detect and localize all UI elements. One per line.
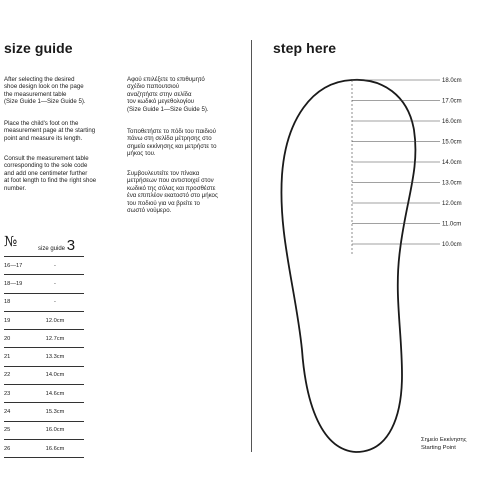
ruler-label: 15.0cm [442, 139, 462, 146]
size-cell: 18—19 [4, 275, 26, 293]
length-cell: 12.0cm [26, 311, 84, 329]
footprint-measurement [252, 60, 492, 470]
table-row [4, 439, 84, 457]
table-row [4, 421, 84, 439]
length-cell: 14.0cm [26, 366, 84, 384]
table-row [4, 366, 84, 384]
table-guide-header [38, 237, 75, 254]
length-cell: 13.3cm [26, 348, 84, 366]
ruler-label: 16.0cm [442, 119, 462, 125]
instructions-el-3: Συμβουλευτείτε τον πίνακα μετρήσεων που αντιστοιχεί στον κωδικό της σόλας και προσθέστε ένα επιπλέον εκατοστό στο μήκος του ποδιού για να βρείτε το σωστό νούμερο. [127, 170, 218, 215]
step-here-title: step here [273, 40, 337, 56]
instructions-el-2: Τοποθετήστε το πόδι του παιδιού πάνω στη σελίδα μέτρησης στο σημείο εκκίνησης και μετρήστε το μήκος του. [127, 128, 217, 158]
size-cell: 16—17 [4, 257, 26, 275]
table-row [4, 257, 84, 275]
table-row [4, 293, 84, 311]
length-cell: 16.6cm [26, 439, 84, 457]
ruler-ticks [352, 80, 440, 244]
length-cell: 14.6cm [26, 385, 84, 403]
ruler-label: 10.0cm [442, 242, 462, 248]
size-cell: 19 [4, 311, 26, 329]
length-cell: - [26, 257, 84, 275]
length-cell: 16.0cm [26, 421, 84, 439]
size-table [4, 257, 84, 458]
size-cell: 26 [4, 439, 26, 457]
size-cell: 25 [4, 421, 26, 439]
ruler-label: 12.0cm [442, 201, 462, 207]
foot-outline [281, 80, 415, 452]
size-cell: 23 [4, 385, 26, 403]
ruler-label: 14.0cm [442, 160, 462, 166]
size-cell: 18 [4, 293, 26, 311]
length-cell: 12.7cm [26, 330, 84, 348]
ruler-label: 18.0cm [442, 78, 462, 84]
size-cell: 22 [4, 366, 26, 384]
size-cell: 20 [4, 330, 26, 348]
ruler-label: 13.0cm [442, 180, 462, 187]
starting-point-label [421, 437, 467, 452]
length-cell: - [26, 275, 84, 293]
ruler-label: 11.0cm [442, 221, 462, 228]
table-no-header: № [4, 234, 18, 250]
size-cell: 24 [4, 403, 26, 421]
length-cell: - [26, 293, 84, 311]
instructions-en-2: Place the child's foot on the measurement page at the starting point and measure its length. [4, 120, 96, 142]
instructions-en-1: After selecting the desired shoe design look on the page the measurement table (Size Guide 1—Size Guide 5). [4, 76, 86, 106]
size-guide-label: size guide [38, 246, 66, 252]
size-cell: 21 [4, 348, 26, 366]
starting-point-en: Starting Point [421, 444, 456, 451]
length-cell: 15.3cm [26, 403, 84, 421]
instructions-en-3: Consult the measurement table corresponding to the sole code and add one centimeter further at foot length to find the right shoe number. [4, 155, 97, 192]
size-guide-title: size guide [4, 40, 73, 56]
table-row [4, 348, 84, 366]
ruler-label: 17.0cm [442, 98, 462, 105]
size-guide-number: 3 [66, 237, 76, 254]
table-row [4, 385, 84, 403]
table-row [4, 275, 84, 293]
instructions-el-1: Αφού επιλέξετε το επιθυμητό σχέδιο παπουτσιού αναζητήστε στην σελίδα τον κωδικό μεγεθολογίου (Size Guide 1—Size Guide 5). [127, 76, 209, 113]
table-row [4, 330, 84, 348]
table-row [4, 403, 84, 421]
starting-point-el: Σημείο Εκκίνησης [421, 437, 467, 443]
table-row [4, 311, 84, 329]
